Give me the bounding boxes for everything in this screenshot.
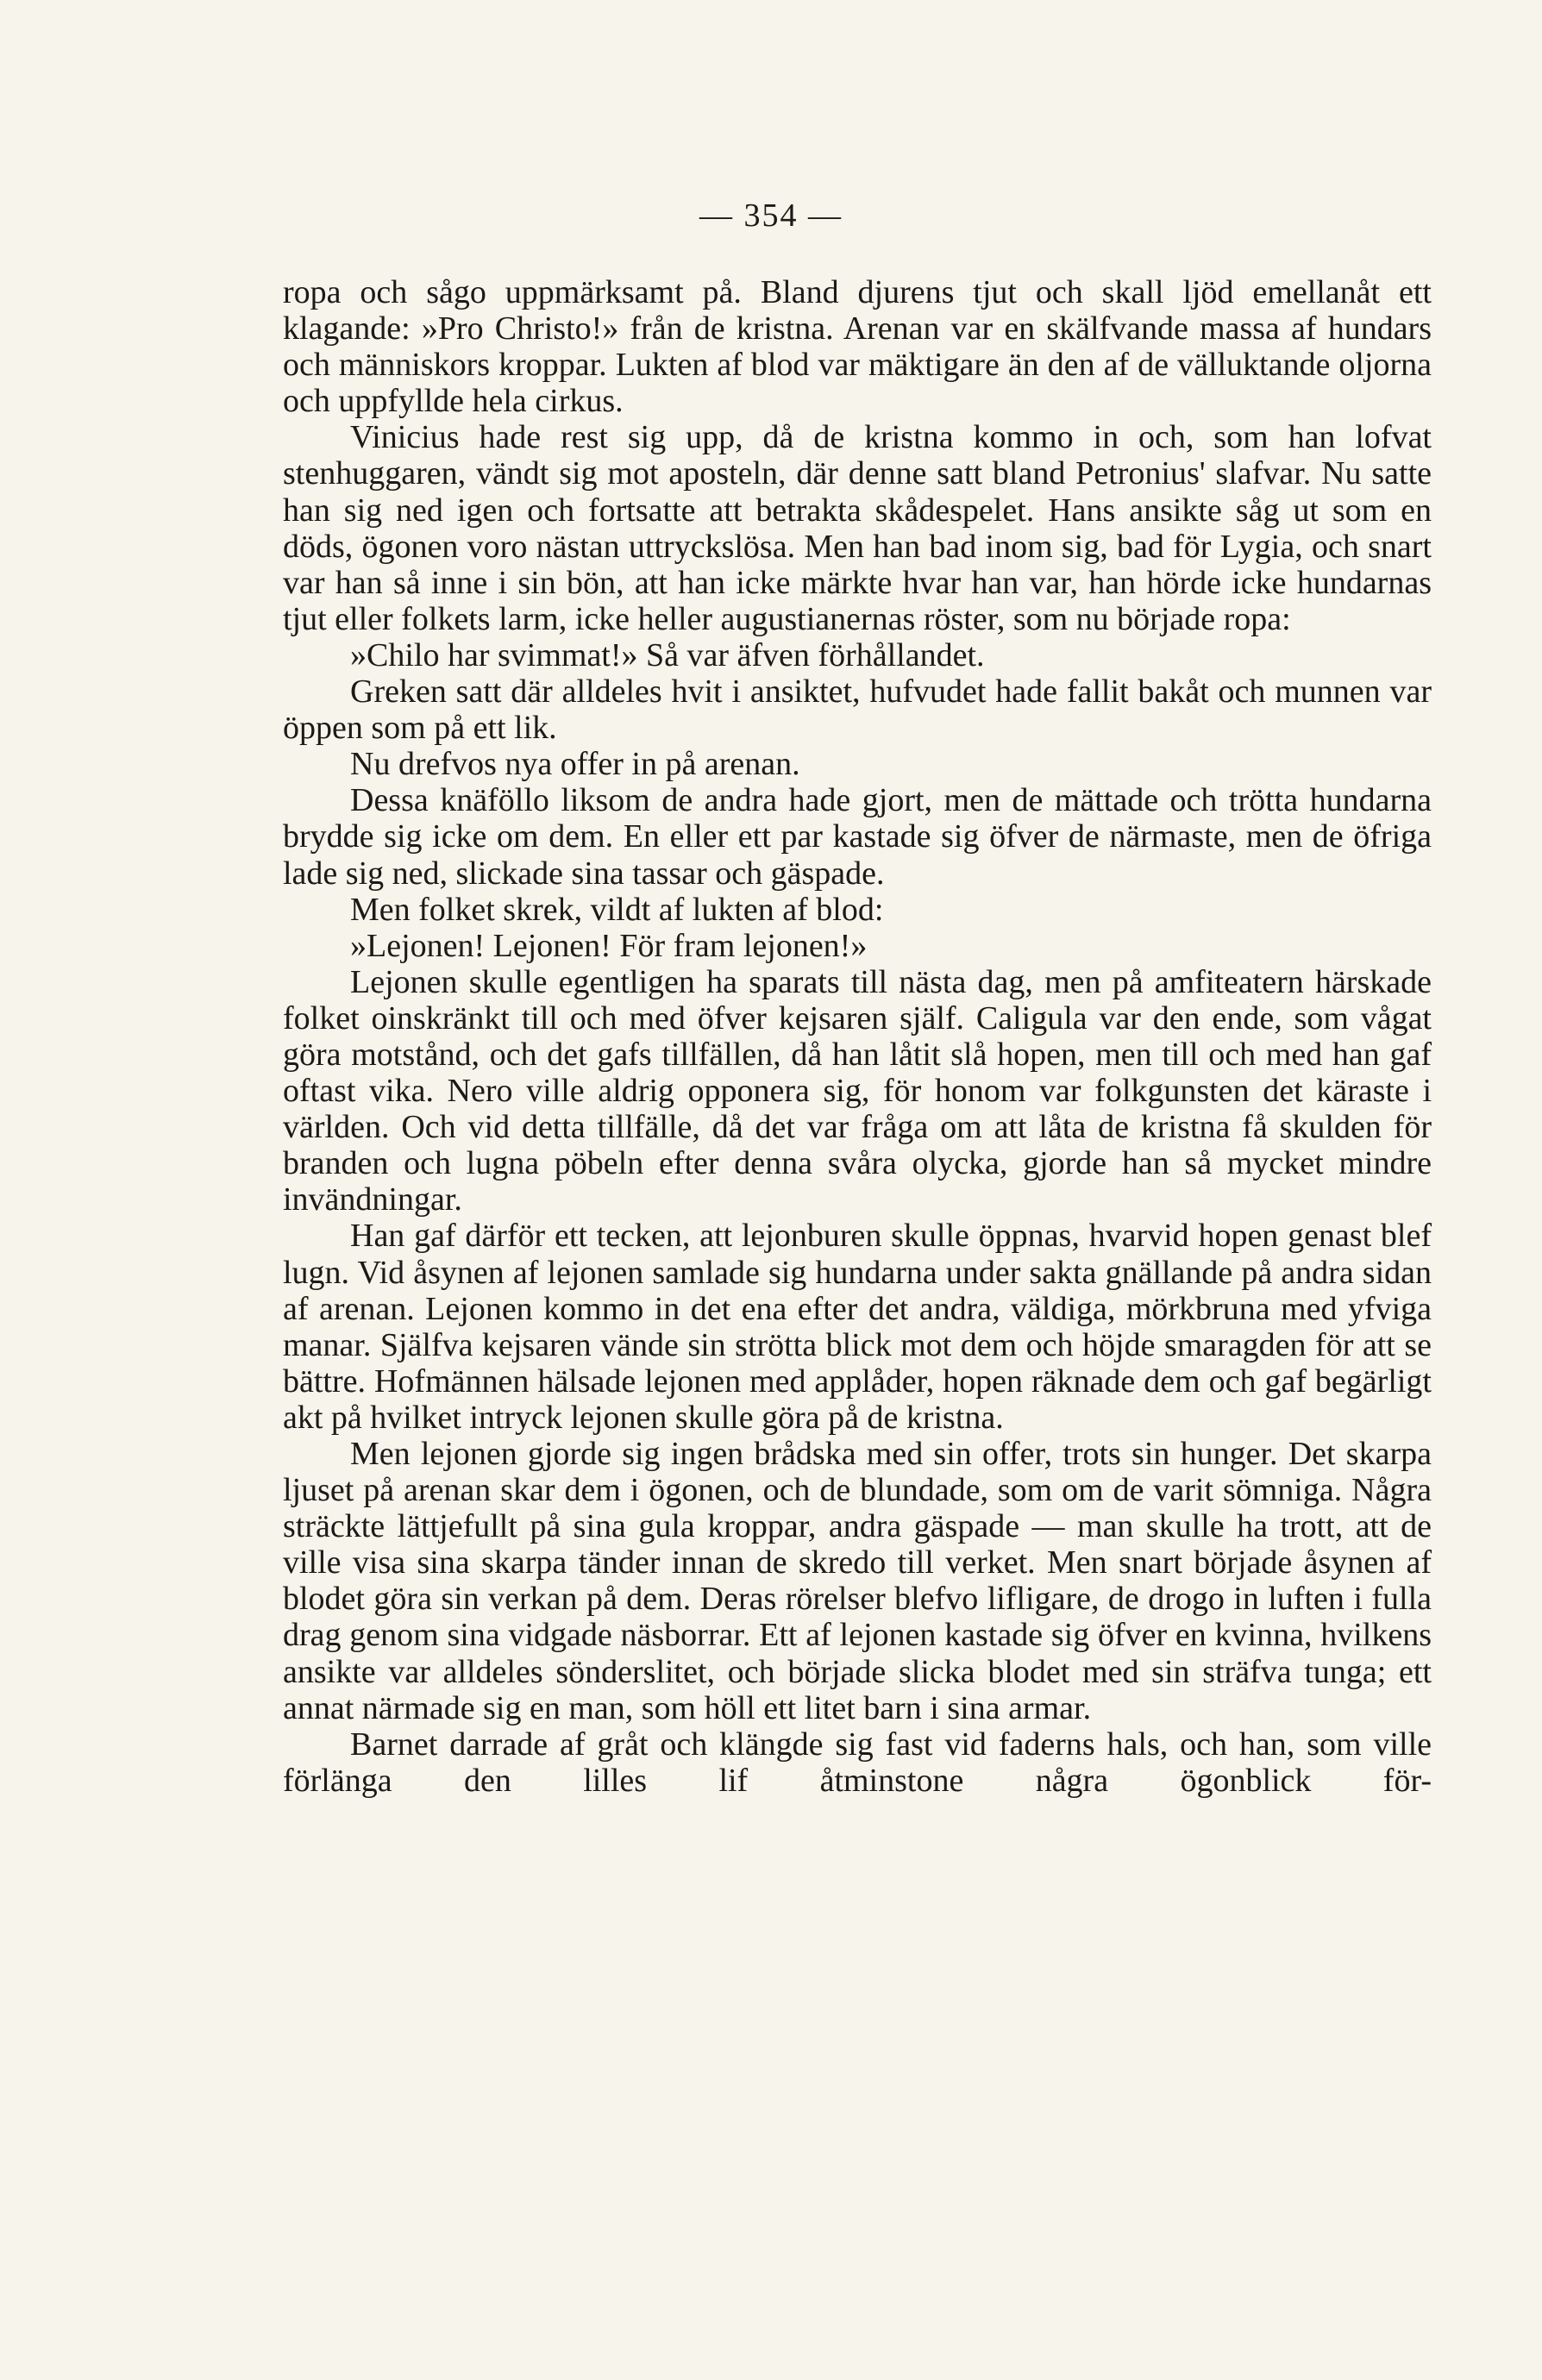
- paragraph-7: Men folket skrek, vildt af lukten af blod:: [350, 891, 884, 928]
- paragraph-5: Nu drefvos nya offer in på arenan.: [350, 746, 800, 783]
- paragraph-2: Vinicius hade rest sig upp, då de kristna kommo in och, som han lofvat stenhuggaren, vändt sig mot aposteln, där denne satt bland Petronius' slafvar. Nu satte han sig ned igen och fortsatte att betrakta skådespelet. Hans ansikte såg ut som en döds, ögonen voro nästan uttryckslösa. Men han bad inom sig, bad för Lygia, och snart var han så inne i sin bön, att han icke märkte hvar han var, han hörde icke hundarnas tjut eller folkets larm, icke heller augustianernas röster, som nu började ropa:: [283, 419, 1432, 637]
- paragraph-4: Greken satt där alldeles hvit i ansiktet, hufvudet hade fallit bakåt och munnen var öppen som på ett lik.: [283, 673, 1432, 747]
- page-number: — 354 —: [699, 197, 843, 234]
- paragraph-8: »Lejonen! Lejonen! För fram lejonen!»: [350, 927, 868, 964]
- paragraph-10: Han gaf därför ett tecken, att lejonburen skulle öppnas, hvarvid hopen genast blef lugn. Vid åsynen af lejonen samlade sig hundarna under sakta gnällande på andra sidan af arenan. Lejonen kommo in det ena efter det andra, väldiga, mörkbruna med yfviga manar. Själfva kejsaren vände sin strötta blick mot dem och höjde smaragden för att se bättre. Hofmännen hälsade lejonen med applåder, hopen räknade dem och gaf begärligt akt på hvilket intryck lejonen skulle göra på de kristna.: [283, 1218, 1432, 1436]
- paragraph-9: Lejonen skulle egentligen ha sparats till nästa dag, men på amfiteatern härskade folket oinskränkt till och med öfver kejsaren själf. Caligula var den ende, som vågat göra motstånd, och det gafs tillfällen, då han låtit slå hopen, men till och med han gaf oftast vika. Nero ville aldrig opponera sig, för honom var folkgunsten det käraste i världen. Och vid detta tillfälle, då det var fråga om att låta de kristna få skulden för branden och lugna pöbeln efter denna svåra olycka, gjorde han så mycket mindre invändningar.: [283, 963, 1432, 1218]
- paragraph-6: Dessa knäföllo liksom de andra hade gjort, men de mättade och trötta hundarna brydde sig icke om dem. En eller ett par kastade sig öfver de närmaste, men de öfriga lade sig ned, slickade sina tassar och gäspade.: [283, 782, 1432, 892]
- body-text: [283, 274, 1432, 1799]
- paragraph-1: ropa och sågo uppmärksamt på. Bland djurens tjut och skall ljöd emellanåt ett klagande: »Pro Christo!» från de kristna. Arenan var en skälfvande massa af hundars och människors kroppar. Lukten af blod var mäktigare än den af de välluktande oljorna och uppfyllde hela cirkus.: [283, 274, 1432, 420]
- paragraph-12: Barnet darrade af gråt och klängde sig fast vid faderns hals, och han, som ville förlänga den lilles lif åtminstone några ögonblick för-: [283, 1726, 1432, 1799]
- paragraph-3: »Chilo har svimmat!» Så var äfven förhållandet.: [350, 636, 985, 673]
- paragraph-11: Men lejonen gjorde sig ingen brådska med sin offer, trots sin hunger. Det skarpa ljuset på arenan skar dem i ögonen, och de blundade, som om de varit sömniga. Några sträckte lättjefullt på sina gula kroppar, andra gäspade — man skulle ha trott, att de ville visa sina skarpa tänder innan de skredo till verket. Men snart började åsynen af blodet göra sin verkan på dem. Deras rörelser blefvo lifligare, de drogo in luften i fulla drag genom sina vidgade näsborrar. Ett af lejonen kastade sig öfver en kvinna, hvilkens ansikte var alldeles sönderslitet, och började slicka blodet med sin sträfva tunga; ett annat närmade sig en man, som höll ett litet barn i sina armar.: [283, 1436, 1432, 1726]
